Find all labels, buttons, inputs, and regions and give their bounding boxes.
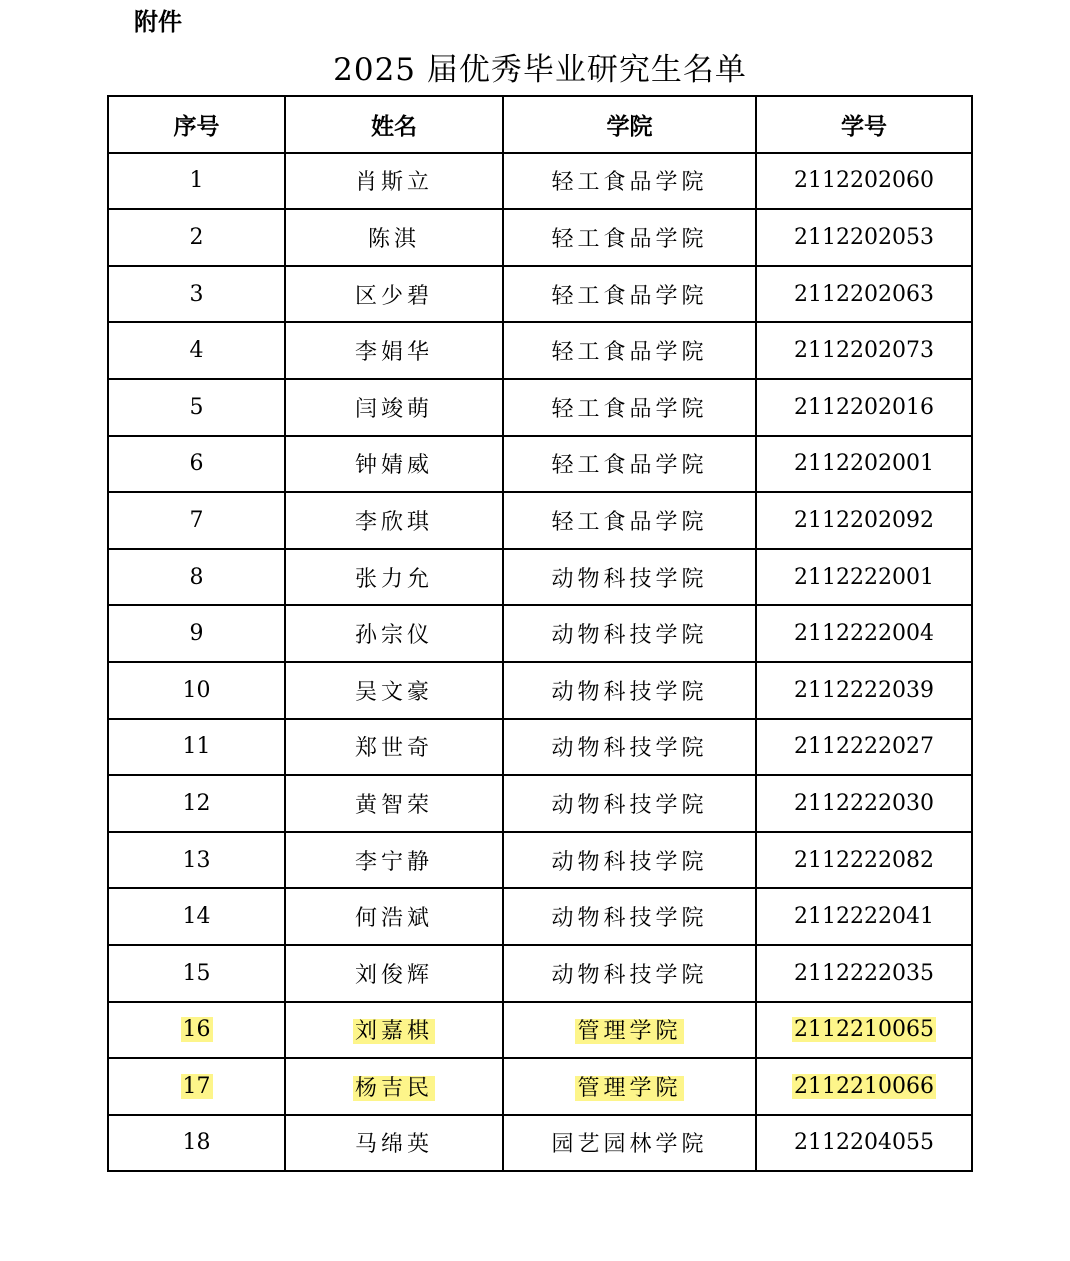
student-name-cell	[285, 719, 503, 776]
college-name-cell	[503, 436, 756, 493]
college-name: 轻工食品学院	[551, 509, 708, 535]
table-row	[108, 549, 972, 606]
student-id: 2112210065	[794, 1017, 934, 1043]
row-number-cell	[108, 775, 285, 832]
student-name-cell	[285, 322, 503, 379]
student-id: 2112202001	[794, 451, 934, 477]
header-no: 序号	[108, 96, 285, 153]
table-row	[108, 153, 972, 210]
college-name: 轻工食品学院	[551, 283, 708, 309]
row-number: 4	[189, 338, 204, 364]
college-name-cell	[503, 266, 756, 323]
student-name: 陈淇	[367, 226, 420, 252]
college-name-cell	[503, 1058, 756, 1115]
student-id: 2112222035	[794, 960, 934, 986]
college-name: 管理学院	[577, 1019, 682, 1045]
student-id-cell	[756, 662, 972, 719]
student-name-cell	[285, 832, 503, 889]
row-number: 11	[182, 734, 211, 760]
row-number: 9	[189, 621, 204, 647]
row-number-cell	[108, 1115, 285, 1172]
student-id-cell	[756, 719, 972, 776]
row-number: 6	[189, 451, 204, 477]
table-row	[108, 1002, 972, 1059]
row-number: 16	[182, 1017, 211, 1043]
college-name: 动物科技学院	[551, 566, 708, 592]
student-name-cell	[285, 945, 503, 1002]
college-name-cell	[503, 153, 756, 210]
student-id: 2112202016	[794, 394, 934, 420]
student-name: 区少碧	[354, 283, 433, 309]
table-row	[108, 888, 972, 945]
student-name: 何浩斌	[354, 906, 433, 932]
college-name: 轻工食品学院	[551, 226, 708, 252]
row-number-cell	[108, 719, 285, 776]
student-name: 刘嘉棋	[354, 1019, 433, 1045]
student-name-cell	[285, 153, 503, 210]
student-id-cell	[756, 153, 972, 210]
student-name-cell	[285, 379, 503, 436]
student-name-cell	[285, 492, 503, 549]
student-name: 马绵英	[354, 1132, 433, 1158]
row-number-cell	[108, 436, 285, 493]
row-number: 8	[189, 564, 204, 590]
college-name: 动物科技学院	[551, 906, 708, 932]
college-name-cell	[503, 719, 756, 776]
college-name: 动物科技学院	[551, 849, 708, 875]
row-number-cell	[108, 379, 285, 436]
row-number: 10	[182, 677, 211, 703]
table-row	[108, 605, 972, 662]
college-name: 园艺园林学院	[551, 1132, 708, 1158]
student-name: 吴文豪	[354, 679, 433, 705]
student-id: 2112202063	[794, 281, 934, 307]
row-number-cell	[108, 549, 285, 606]
row-number-cell	[108, 1002, 285, 1059]
student-id: 2112210066	[794, 1073, 934, 1099]
student-id-cell	[756, 1115, 972, 1172]
row-number: 17	[182, 1073, 211, 1099]
student-id: 2112202073	[794, 338, 934, 364]
college-name-cell	[503, 662, 756, 719]
student-id-cell	[756, 1002, 972, 1059]
table-row	[108, 436, 972, 493]
student-id-cell	[756, 1058, 972, 1115]
student-name-cell	[285, 775, 503, 832]
document-title: 2025 届优秀毕业研究生名单	[333, 52, 747, 88]
table-row	[108, 379, 972, 436]
row-number-cell	[108, 832, 285, 889]
college-name: 管理学院	[577, 1075, 682, 1101]
student-id-cell	[756, 549, 972, 606]
college-name: 动物科技学院	[551, 792, 708, 818]
row-number-cell	[108, 492, 285, 549]
student-name: 闫竣萌	[354, 396, 433, 422]
student-name: 黄智荣	[354, 792, 433, 818]
student-name-cell	[285, 549, 503, 606]
row-number-cell	[108, 888, 285, 945]
student-name-cell	[285, 266, 503, 323]
college-name-cell	[503, 832, 756, 889]
student-id: 2112204055	[794, 1130, 934, 1156]
table-body	[108, 153, 972, 1172]
student-id: 2112222001	[794, 564, 934, 590]
table-header-row	[108, 96, 972, 153]
college-name: 动物科技学院	[551, 623, 708, 649]
student-name-cell	[285, 436, 503, 493]
student-name-cell	[285, 209, 503, 266]
college-name: 轻工食品学院	[551, 170, 708, 196]
row-number-cell	[108, 322, 285, 379]
college-name: 动物科技学院	[551, 962, 708, 988]
college-name-cell	[503, 492, 756, 549]
table-row	[108, 1058, 972, 1115]
row-number: 13	[182, 847, 211, 873]
college-name: 轻工食品学院	[551, 396, 708, 422]
student-name: 钟婧威	[354, 453, 433, 479]
student-name: 李欣琪	[354, 509, 433, 535]
college-name-cell	[503, 549, 756, 606]
college-name-cell	[503, 605, 756, 662]
row-number: 15	[182, 960, 211, 986]
table-row	[108, 662, 972, 719]
student-name-cell	[285, 605, 503, 662]
student-id: 2112222039	[794, 677, 934, 703]
row-number: 12	[182, 790, 211, 816]
attachment-label: 附件	[134, 8, 182, 36]
student-id-cell	[756, 266, 972, 323]
row-number: 3	[189, 281, 204, 307]
student-id: 2112202092	[794, 507, 934, 533]
student-name-cell	[285, 1058, 503, 1115]
college-name-cell	[503, 1002, 756, 1059]
table-row	[108, 775, 972, 832]
table-row	[108, 266, 972, 323]
college-name-cell	[503, 1115, 756, 1172]
row-number: 1	[189, 168, 204, 194]
student-id: 2112222041	[794, 904, 934, 930]
college-name-cell	[503, 209, 756, 266]
student-id-cell	[756, 379, 972, 436]
college-name: 动物科技学院	[551, 736, 708, 762]
row-number: 14	[182, 904, 211, 930]
row-number: 5	[189, 394, 204, 420]
row-number: 2	[189, 224, 204, 250]
college-name: 动物科技学院	[551, 679, 708, 705]
header-student-id: 学号	[756, 96, 972, 153]
student-name: 孙宗仪	[354, 623, 433, 649]
table-row	[108, 209, 972, 266]
student-name-cell	[285, 1002, 503, 1059]
student-id: 2112202053	[794, 224, 934, 250]
student-name-cell	[285, 888, 503, 945]
row-number: 7	[189, 507, 204, 533]
student-id: 2112202060	[794, 168, 934, 194]
header-college: 学院	[503, 96, 756, 153]
student-name: 郑世奇	[354, 736, 433, 762]
table-row	[108, 719, 972, 776]
row-number-cell	[108, 605, 285, 662]
row-number-cell	[108, 209, 285, 266]
college-name-cell	[503, 888, 756, 945]
college-name-cell	[503, 379, 756, 436]
college-name-cell	[503, 945, 756, 1002]
student-id: 2112222027	[794, 734, 934, 760]
student-id-cell	[756, 832, 972, 889]
table-row	[108, 492, 972, 549]
student-id-cell	[756, 945, 972, 1002]
student-id-cell	[756, 775, 972, 832]
student-id-cell	[756, 209, 972, 266]
student-id: 2112222004	[794, 621, 934, 647]
row-number-cell	[108, 662, 285, 719]
student-id: 2112222030	[794, 790, 934, 816]
student-id: 2112222082	[794, 847, 934, 873]
student-id-cell	[756, 605, 972, 662]
row-number-cell	[108, 1058, 285, 1115]
student-name: 张力允	[354, 566, 433, 592]
student-id-cell	[756, 492, 972, 549]
student-id-cell	[756, 322, 972, 379]
college-name: 轻工食品学院	[551, 340, 708, 366]
student-name-cell	[285, 1115, 503, 1172]
row-number-cell	[108, 266, 285, 323]
college-name: 轻工食品学院	[551, 453, 708, 479]
student-name-cell	[285, 662, 503, 719]
table-row	[108, 945, 972, 1002]
table-row	[108, 1115, 972, 1172]
table-row	[108, 832, 972, 889]
row-number-cell	[108, 153, 285, 210]
student-id-cell	[756, 888, 972, 945]
row-number-cell	[108, 945, 285, 1002]
college-name-cell	[503, 322, 756, 379]
table-row	[108, 322, 972, 379]
student-id-cell	[756, 436, 972, 493]
student-name: 李宁静	[354, 849, 433, 875]
graduate-list-table	[107, 95, 973, 1172]
student-name: 杨吉民	[354, 1075, 433, 1101]
student-name: 肖斯立	[354, 170, 433, 196]
college-name-cell	[503, 775, 756, 832]
header-name: 姓名	[285, 96, 503, 153]
row-number: 18	[182, 1130, 211, 1156]
student-name: 刘俊辉	[354, 962, 433, 988]
student-name: 李娟华	[354, 340, 433, 366]
